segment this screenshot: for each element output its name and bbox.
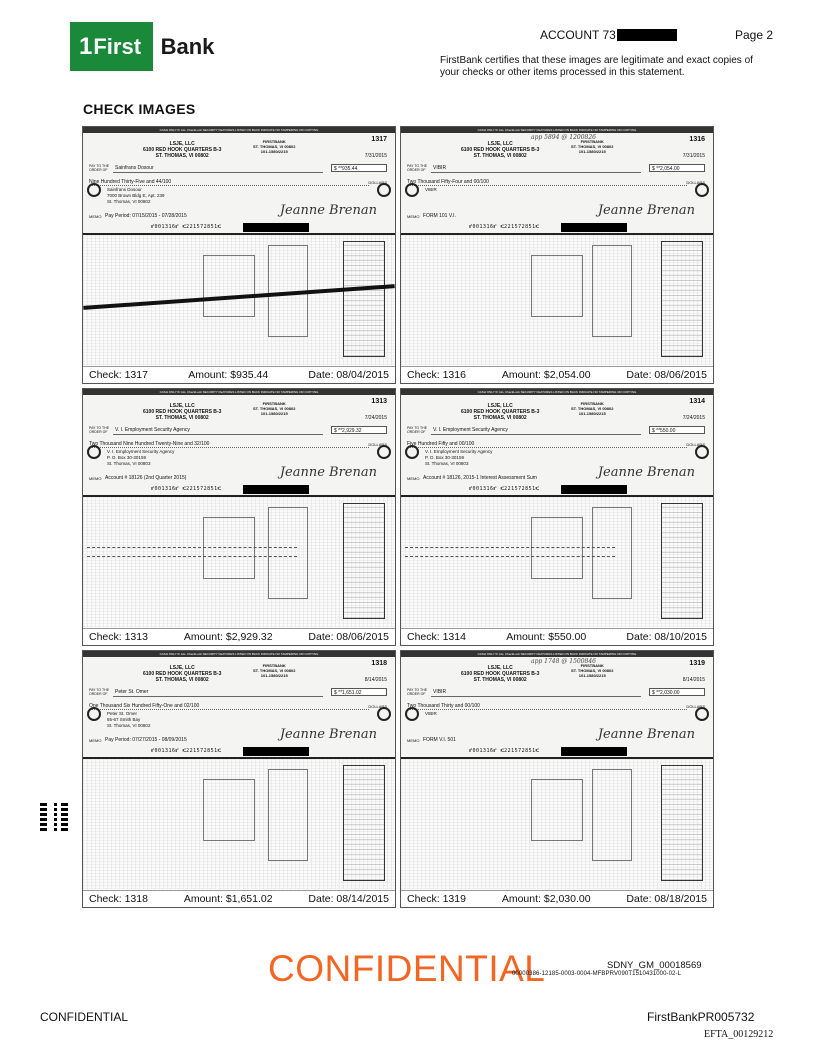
- check-number: 1318: [371, 660, 387, 667]
- pay-to-label: PAY TO THE ORDER OF: [407, 164, 428, 172]
- payee-address: VIBIR: [425, 711, 437, 716]
- deposit-line: [405, 547, 615, 557]
- check-front: [401, 389, 713, 497]
- redaction-bar: [617, 29, 677, 41]
- check-memo: Pay Period: 07/27/2015 - 08/09/2015: [105, 737, 187, 743]
- caption-check-number: Check: 1317: [89, 369, 148, 381]
- micr-line: ⑈001316⑈ ⑆221572851⑆: [151, 224, 222, 230]
- check-image-card: [82, 388, 396, 646]
- payee-address: VIBIR: [425, 187, 437, 192]
- section-title: CHECK IMAGES: [83, 101, 196, 117]
- check-bank: FIRSTBANK ST. THOMAS, VI 00802 101-1580/2215: [253, 139, 296, 154]
- check-image-card: [400, 388, 714, 646]
- payee-line: [431, 696, 641, 697]
- check-date: 7/24/2015: [364, 415, 387, 421]
- check-payee: VIBIR: [433, 689, 447, 695]
- payee-address: Sainfrans Dosour 7000 Brown Bldg E, Apt. 239 St. Thomas, VI 00802: [107, 187, 165, 204]
- check-image-card: [82, 650, 396, 908]
- bank-stamp: [592, 245, 632, 337]
- security-banner: CASH ONLY IF ALL CheckLock SECURITY FEATURES LISTED ON BACK INDICATE NO TAMPERING OR COPYING: [83, 389, 395, 395]
- window-ring-icon: [377, 183, 391, 197]
- written-amount: One Thousand Six Hundred Fifty-One and 02/100: [89, 703, 369, 710]
- security-banner: CASH ONLY IF ALL CheckLock SECURITY FEATURES LISTED ON BACK INDICATE NO TAMPERING OR COPYING: [401, 651, 713, 657]
- written-amount: Five Hundred Fifty and 00/100: [407, 441, 687, 448]
- window-ring-icon: [377, 445, 391, 459]
- caption-amount: Amount: $550.00: [506, 631, 587, 643]
- document-id: 00000386-12185-0003-0004-MFBPRV090T1510431000-02-L: [512, 971, 682, 977]
- check-company: LSJE, LLC 6100 RED HOOK QUARTERS B-3 ST. THOMAS, VI 00802: [143, 141, 222, 159]
- written-amount: Nine Hundred Thirty-Five and 44/100: [89, 179, 369, 186]
- check-payee: VIBIR: [433, 165, 447, 171]
- memo-label: MEMO: [89, 738, 102, 743]
- page-number: Page 2: [735, 28, 774, 42]
- window-ring-icon: [87, 183, 101, 197]
- check-image-card: [400, 126, 714, 384]
- check-date: 8/14/2015: [364, 677, 387, 683]
- check-payee: Sainfrans Dosour: [115, 165, 154, 171]
- check-bank: FIRSTBANK ST. THOMAS, VI 00802 101-1580/2215: [571, 401, 614, 416]
- payee-line: [431, 434, 641, 435]
- check-front: [83, 651, 395, 759]
- pay-to-label: PAY TO THE ORDER OF: [89, 688, 110, 696]
- check-number: 1314: [689, 398, 705, 405]
- check-caption: [83, 890, 395, 907]
- caption-check-number: Check: 1319: [407, 893, 466, 905]
- endorsement-box: [661, 503, 703, 619]
- dollars-label: DOLLARS: [368, 442, 387, 447]
- check-payee: Peter St. Omer: [115, 689, 149, 695]
- window-ring-icon: [87, 707, 101, 721]
- dollars-label: DOLLARS: [686, 442, 705, 447]
- check-back: [401, 759, 713, 889]
- check-date: 7/24/2015: [682, 415, 705, 421]
- bates-number: SDNY_GM_00018569: [607, 960, 702, 971]
- check-company: LSJE, LLC 6100 RED HOOK QUARTERS B-3 ST. THOMAS, VI 00802: [461, 141, 540, 159]
- check-bank: FIRSTBANK ST. THOMAS, VI 00802 101-1580/2215: [253, 401, 296, 416]
- endorsement-box: [343, 765, 385, 881]
- dollars-label: DOLLARS: [368, 704, 387, 709]
- logo-bank: Bank: [160, 33, 215, 59]
- efta-number: EFTA_00129212: [704, 1029, 774, 1040]
- pay-to-label: PAY TO THE ORDER OF: [89, 164, 110, 172]
- pay-to-label: PAY TO THE ORDER OF: [89, 426, 110, 434]
- memo-label: MEMO: [89, 476, 102, 481]
- caption-check-number: Check: 1318: [89, 893, 148, 905]
- dollars-label: DOLLARS: [368, 180, 387, 185]
- pay-to-label: PAY TO THE ORDER OF: [407, 688, 428, 696]
- check-amount: $ **2,030.00: [649, 688, 705, 696]
- production-number: FirstBankPR005732: [647, 1010, 755, 1024]
- check-date: 7/31/2015: [364, 153, 387, 159]
- qr-code: [40, 803, 68, 831]
- check-front: [401, 651, 713, 759]
- caption-amount: Amount: $2,929.32: [183, 631, 273, 643]
- check-memo: Pay Period: 07/15/2015 - 07/28/2015: [105, 213, 187, 219]
- check-amount: $ **550.00: [649, 426, 705, 434]
- payee-line: [113, 434, 323, 435]
- check-caption: [83, 366, 395, 383]
- certification-statement: FirstBank certifies that these images are legitimate and exact copies of your checks or other items processed in this statement.: [440, 55, 753, 78]
- bank-stamp: [203, 779, 255, 841]
- check-bank: FIRSTBANK ST. THOMAS, VI 00802 101-1580/2215: [253, 663, 296, 678]
- signature: Jeanne Brenan: [597, 203, 695, 218]
- window-ring-icon: [405, 707, 419, 721]
- check-payee: V. I. Employment Security Agency: [433, 427, 508, 433]
- written-amount: Two Thousand Nine Hundred Twenty-Nine and 32/100: [89, 441, 369, 448]
- logo-number: 1: [79, 32, 92, 60]
- handwritten-note: app 1748 @ 1500846: [531, 658, 596, 665]
- caption-check-number: Check: 1314: [407, 631, 466, 643]
- redaction-bar: [243, 747, 309, 756]
- endorsement-box: [343, 241, 385, 357]
- check-back: [83, 759, 395, 889]
- confidential-stamp: CONFIDENTIAL: [268, 948, 546, 989]
- payee-line: [113, 172, 323, 173]
- check-caption: [401, 890, 713, 907]
- handwritten-note: app 5894 @ 1200826: [531, 134, 596, 141]
- check-memo: Account # 18126 (2nd Quarter 2015): [105, 475, 187, 481]
- caption-amount: Amount: $935.44: [188, 369, 269, 381]
- check-company: LSJE, LLC 6100 RED HOOK QUARTERS B-3 ST. THOMAS, VI 00802: [143, 665, 222, 683]
- signature: Jeanne Brenan: [279, 203, 377, 218]
- bank-stamp: [268, 769, 308, 861]
- memo-label: MEMO: [89, 214, 102, 219]
- check-company: LSJE, LLC 6100 RED HOOK QUARTERS B-3 ST. THOMAS, VI 00802: [461, 403, 540, 421]
- micr-line: ⑈001316⑈ ⑆221572851⑆: [151, 748, 222, 754]
- check-back: [401, 235, 713, 365]
- caption-amount: Amount: $1,651.02: [183, 893, 273, 905]
- check-caption: [401, 366, 713, 383]
- check-front: [401, 127, 713, 235]
- check-back: [83, 497, 395, 627]
- confidential-label: CONFIDENTIAL: [40, 1010, 129, 1024]
- payee-address: V. I. Employment Security Agency P. O. Box 30-30159 St. Thomas, VI 00803: [425, 449, 493, 466]
- written-amount: Two Thousand Fifty-Four and 00/100: [407, 179, 687, 186]
- memo-label: MEMO: [407, 738, 420, 743]
- window-ring-icon: [377, 707, 391, 721]
- micr-line: ⑈001316⑈ ⑆221572851⑆: [469, 486, 540, 492]
- window-ring-icon: [87, 445, 101, 459]
- check-memo: FORM 101 V.I.: [423, 213, 456, 219]
- check-memo: FORM V.I. 501: [423, 737, 456, 743]
- security-banner: CASH ONLY IF ALL CheckLock SECURITY FEATURES LISTED ON BACK INDICATE NO TAMPERING OR COPYING: [83, 651, 395, 657]
- redaction-bar: [561, 747, 627, 756]
- payee-line: [431, 172, 641, 173]
- window-ring-icon: [405, 445, 419, 459]
- account-number: ACCOUNT 73: [540, 28, 677, 42]
- check-front: [83, 389, 395, 497]
- check-amount: $ **935.44: [331, 164, 387, 172]
- check-caption: [83, 628, 395, 645]
- security-banner: CASH ONLY IF ALL CheckLock SECURITY FEATURES LISTED ON BACK INDICATE NO TAMPERING OR COPYING: [401, 127, 713, 133]
- dollars-label: DOLLARS: [686, 704, 705, 709]
- check-number: 1319: [689, 660, 705, 667]
- redaction-bar: [243, 485, 309, 494]
- caption-date: Date: 08/10/2015: [626, 631, 707, 643]
- deposit-line: [87, 547, 297, 557]
- caption-amount: Amount: $2,030.00: [501, 893, 591, 905]
- window-ring-icon: [405, 183, 419, 197]
- redaction-bar: [243, 223, 309, 232]
- bank-stamp: [531, 255, 583, 317]
- micr-line: ⑈001316⑈ ⑆221572851⑆: [469, 224, 540, 230]
- window-ring-icon: [695, 183, 709, 197]
- check-number: 1313: [371, 398, 387, 405]
- check-date: 7/31/2015: [682, 153, 705, 159]
- check-caption: [401, 628, 713, 645]
- signature: Jeanne Brenan: [279, 727, 377, 742]
- endorsement-box: [661, 241, 703, 357]
- endorsement-box: [661, 765, 703, 881]
- check-amount: $ **2,054.00: [649, 164, 705, 172]
- check-date: 8/14/2015: [682, 677, 705, 683]
- check-memo: Account # 18126, 2015-1 Interest Assessment Sum: [423, 475, 537, 481]
- check-amount: $ **2,929.32: [331, 426, 387, 434]
- check-company: LSJE, LLC 6100 RED HOOK QUARTERS B-3 ST. THOMAS, VI 00802: [143, 403, 222, 421]
- security-banner: CASH ONLY IF ALL CheckLock SECURITY FEATURES LISTED ON BACK INDICATE NO TAMPERING OR COPYING: [83, 127, 395, 133]
- firstbank-logo: [70, 22, 222, 71]
- micr-line: ⑈001316⑈ ⑆221572851⑆: [151, 486, 222, 492]
- check-front: [83, 127, 395, 235]
- caption-date: Date: 08/06/2015: [308, 631, 389, 643]
- check-bank: FIRSTBANK ST. THOMAS, VI 00802 101-1580/2215: [571, 139, 614, 154]
- window-ring-icon: [695, 707, 709, 721]
- check-payee: V. I. Employment Security Agency: [115, 427, 190, 433]
- caption-check-number: Check: 1316: [407, 369, 466, 381]
- caption-amount: Amount: $2,054.00: [501, 369, 591, 381]
- check-number: 1317: [371, 136, 387, 143]
- bank-stamp: [203, 255, 255, 317]
- check-number: 1316: [689, 136, 705, 143]
- payee-address: V. I. Employment Security Agency P. O. Box 30-30159 St. Thomas, VI 00803: [107, 449, 175, 466]
- window-ring-icon: [695, 445, 709, 459]
- caption-check-number: Check: 1313: [89, 631, 148, 643]
- redaction-bar: [561, 223, 627, 232]
- check-bank: FIRSTBANK ST. THOMAS, VI 00802 101-1580/2215: [571, 663, 614, 678]
- endorsement-box: [343, 503, 385, 619]
- signature: Jeanne Brenan: [597, 465, 695, 480]
- check-back: [83, 235, 395, 365]
- payee-address: Peter St. Omer 65-67 Smith Bay St. Thomas, VI 00802: [107, 711, 151, 728]
- memo-label: MEMO: [407, 214, 420, 219]
- caption-date: Date: 08/06/2015: [626, 369, 707, 381]
- logo-first: First: [93, 33, 142, 59]
- signature: Jeanne Brenan: [597, 727, 695, 742]
- caption-date: Date: 08/18/2015: [626, 893, 707, 905]
- bank-stamp: [592, 769, 632, 861]
- memo-label: MEMO: [407, 476, 420, 481]
- check-company: LSJE, LLC 6100 RED HOOK QUARTERS B-3 ST. THOMAS, VI 00802: [461, 665, 540, 683]
- check-amount: $ **1,651.02: [331, 688, 387, 696]
- payee-line: [113, 696, 323, 697]
- caption-date: Date: 08/14/2015: [308, 893, 389, 905]
- check-image-card: [82, 126, 396, 384]
- redaction-bar: [561, 485, 627, 494]
- caption-date: Date: 08/04/2015: [308, 369, 389, 381]
- security-banner: CASH ONLY IF ALL CheckLock SECURITY FEATURES LISTED ON BACK INDICATE NO TAMPERING OR COPYING: [401, 389, 713, 395]
- dollars-label: DOLLARS: [686, 180, 705, 185]
- check-image-card: [400, 650, 714, 908]
- written-amount: Two Thousand Thirty and 00/100: [407, 703, 687, 710]
- check-back: [401, 497, 713, 627]
- signature: Jeanne Brenan: [279, 465, 377, 480]
- bank-stamp: [531, 779, 583, 841]
- micr-line: ⑈001316⑈ ⑆221572851⑆: [469, 748, 540, 754]
- pay-to-label: PAY TO THE ORDER OF: [407, 426, 428, 434]
